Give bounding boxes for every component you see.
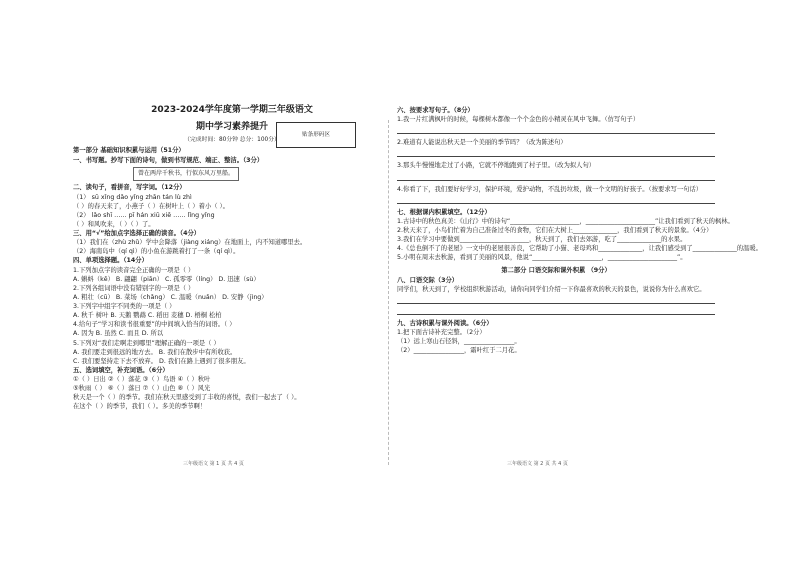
exam-title: 2023-2024学年度第一学期三年级语文 xyxy=(151,105,313,115)
right-page xyxy=(397,96,762,467)
q4-item: 5.下列对“我们走啊走到哪里”理解正确的一项是（ ） xyxy=(73,339,220,347)
q7-item: 1.古诗中的秋色真美：《山行》中的诗句“______________________，______________________”让我们看到了秋天的枫林。 xyxy=(397,217,734,225)
q9-title: 九、古诗积累与课外阅读。（6分） xyxy=(397,319,493,327)
q6-sentence: 4.你看了下，我们要好好学习，保护环境，爱护动物，不乱扔垃圾，做一个文明的好孩子。（按要求写一句话） xyxy=(397,185,703,193)
answer-line[interactable] xyxy=(397,174,715,181)
q9-line: （1）远上寒山石径斜，________________。 xyxy=(397,338,521,345)
left-footer: 三年级语文 第 1 页 共 4 页 xyxy=(183,460,244,467)
q3-line: （1）我们在（zhù zhǔ）学中会降落（jiàng xiáng）在地面上，内不知道哪里去。 xyxy=(73,239,307,247)
q4-item: 2.下列各组词语中没有错别字的一项是（ ） xyxy=(73,284,195,292)
q4-title: 四、单项选择题。（14分） xyxy=(73,257,148,265)
right-footer: 三年级语文 第 2 页 共 4 页 xyxy=(507,460,568,467)
q2-title: 二、读句子，看拼音，写字词。（12分） xyxy=(73,184,186,192)
q5-paragraph: 在这个（ ）的季节，我们（ ）。多美的季节啊！ xyxy=(73,403,207,411)
q4-item: C. 我们要坚持走下去不放弃。 D. 我们在路上遇到了很多朋友。 xyxy=(73,357,250,365)
q6-title: 六、按要求写句子。（8分） xyxy=(397,107,474,114)
answer-line[interactable] xyxy=(397,197,715,204)
exam-subtitle: 期中学习素养提升 xyxy=(195,122,268,133)
q7-title: 七、根据课内积累填空。（12分） xyxy=(397,208,491,216)
q4-item: 4.给句子“学习和读书很重要”的中间填入恰当的词语。（ ） xyxy=(73,321,236,329)
q9-sub: 1.把下面古诗补充完整。（2分） xyxy=(397,328,486,336)
q9-line: （2）________________，霜叶红于二月花。 xyxy=(397,347,521,355)
q6-sentence: 3.那头牛慢慢地走过了小路，它就不停地跑到了村子里。（改为拟人句） xyxy=(397,162,596,170)
q3-line: （2）海南岛中（qí qì）的小鱼在游跳着打了一条（qí qì）。 xyxy=(73,248,240,256)
q7-item: 2.秋天来了，小鸟们忙着为自己准备过冬的食物，它们在大树上______________，我们看到了秋天的景象。（4分） xyxy=(397,226,713,234)
q2-line: （1） sū xǐng dǎo yǐng zhān tán lù zhì xyxy=(73,193,192,201)
answer-line[interactable] xyxy=(397,127,715,134)
q7-item: 4.《总也倒不了的老屋》一文中的老屋很善良，它帮助了小猫、老母鸡和______________，让我们感受到了______________的温暖。 xyxy=(397,245,762,253)
q8-text: 同学们，秋天到了，学校组织秋游活动，请你向同学们介绍一下你最喜欢的秋天的景色，说说你为什么喜欢它。 xyxy=(397,285,706,293)
q2-line: （ ）和风吹来，（ ）（ ）了。 xyxy=(73,220,155,228)
q4-item: A. 蝌蚪（kē） B. 翩翩（piān） C. 孤零零（líng） D. 迅速（sù） xyxy=(73,275,260,283)
part1-heading: 第一部分 基础知识积累与运用（51分） xyxy=(73,147,185,155)
q7-item: 5.小明在周末去秋游，看到了美丽的风景，他说“______________________，______________________”。 xyxy=(397,254,687,262)
q2-line: （ ）的春天来了，小燕子（ ）在树叶上（ ）着小（ ）。 xyxy=(73,202,229,210)
q4-item: A. 粗壮（cū） B. 菜场（chǎng） C. 温暖（nuǎn） D. 安静（jìng） xyxy=(73,293,268,301)
left-page xyxy=(73,96,391,466)
q5-title: 五、选词填空，补充词语。（6分） xyxy=(73,366,169,374)
answer-line[interactable] xyxy=(397,297,715,304)
q8-title: 八、口语交际（3分） xyxy=(397,276,459,284)
q1-title: 一、书写题。抄写下面的诗句，做到书写规范、端正、整洁。（3分） xyxy=(73,156,264,164)
exam-meta: （完成时间：80分钟 总分：100分） xyxy=(184,137,280,144)
answer-line[interactable] xyxy=(397,150,715,157)
q4-item: A. 因为 B. 虽然 C. 而且 D. 所以 xyxy=(73,330,164,338)
answer-line[interactable] xyxy=(397,308,715,315)
q5-paragraph: 秋天是一个（ ）的季节。我们在秋天里感受到了丰收的喜悦，我们一起去了（ ）。 xyxy=(73,394,301,402)
q5-row: ⑤秋雨（ ） ⑥（ ）落日 ⑦（ ）山色 ⑧（ ）风光 xyxy=(73,385,211,393)
q6-sentence: 2.难道有人能说出秋天是一个美丽的季节吗？（改为陈述句） xyxy=(397,139,567,147)
q4-item: 1.下列加点字的读音完全正确的一项是（ ） xyxy=(73,266,195,274)
q3-title: 三、用“√”给加点字选择正确的读音。（4分） xyxy=(73,230,201,238)
q7-item: 3.我们在学习中要做到______________________，秋天到了，我们去郊游，吃了______________的水果。 xyxy=(397,236,687,243)
q4-item: A. 秋千 树叶 B. 天鹅 鹦鹉 C. 稻田 麦穗 D. 梧桐 松柏 xyxy=(73,312,222,320)
q4-item: 3.下列字中组字不同类的一项是（ ） xyxy=(73,303,176,311)
barcode-area: 贴条形码区 xyxy=(276,122,356,148)
q5-row: ①（ ）日出 ②（ ）落花 ③（ ）鸟语 ④（ ）秋叶 xyxy=(73,376,211,384)
q2-line: （2） lǎo shī …… pī hán xiū xiē …… lǐng yǐng xyxy=(73,211,215,219)
q1-copy-box: 曾在两岸千秋书，行似东风万里船。 xyxy=(133,167,239,182)
q6-sentence: 1.我一片红满枫叶的时候，每棵树木都像一个个金色的小精灵在风中飞舞。（仿写句子） xyxy=(397,116,640,124)
q4-item: A. 我们要走到很远的地方去。 B. 我们在散步中有所收获。 xyxy=(73,348,237,356)
part2-heading: 第二部分 口语交际和课外积累 （9分） xyxy=(501,267,611,275)
